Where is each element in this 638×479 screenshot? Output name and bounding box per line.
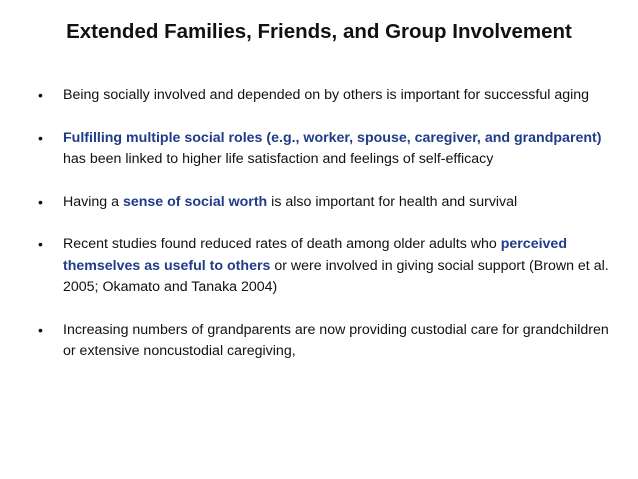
bullet-text: Being socially involved and depended on by others is important for successful aging (63, 87, 590, 103)
bullet-marker: • (38, 129, 43, 146)
bullet-text: Increasing numbers of grandparents are now providing custodial care for grandchildren or extensive noncustodial caregiving, (63, 321, 609, 359)
bullet-item (38, 85, 623, 107)
bullet-item (38, 128, 623, 171)
bullet-item (38, 234, 623, 299)
bullet-marker: • (38, 321, 43, 338)
bullet-item (38, 320, 623, 363)
highlighted-phrase: Fulfilling multiple social roles (e.g., worker, spouse, caregiver, and grandparent) (63, 129, 602, 146)
bullet-marker: • (38, 236, 43, 252)
bullet-text-lead: Having a (63, 193, 123, 210)
bullet-list (38, 85, 623, 363)
bullet-marker: • (38, 193, 43, 210)
bullet-marker: • (38, 87, 43, 103)
bullet-text: is also important for health and survival (267, 193, 518, 210)
highlighted-phrase: perceived themselves as useful to others (63, 236, 567, 274)
highlighted-phrase: sense of social worth (122, 193, 268, 210)
bullet-text-lead: Recent studies found reduced rates of death among older adults who (63, 236, 501, 252)
bullet-text: or were involved in giving social support (Brown et al. 2005; Okamato and Tanaka 2004) (63, 257, 609, 295)
bullet-item (38, 192, 623, 214)
bullet-text: has been linked to higher life satisfaction and feelings of self-efficacy (63, 151, 494, 167)
slide-title: Extended Families, Friends, and Group Involvement (66, 20, 572, 43)
